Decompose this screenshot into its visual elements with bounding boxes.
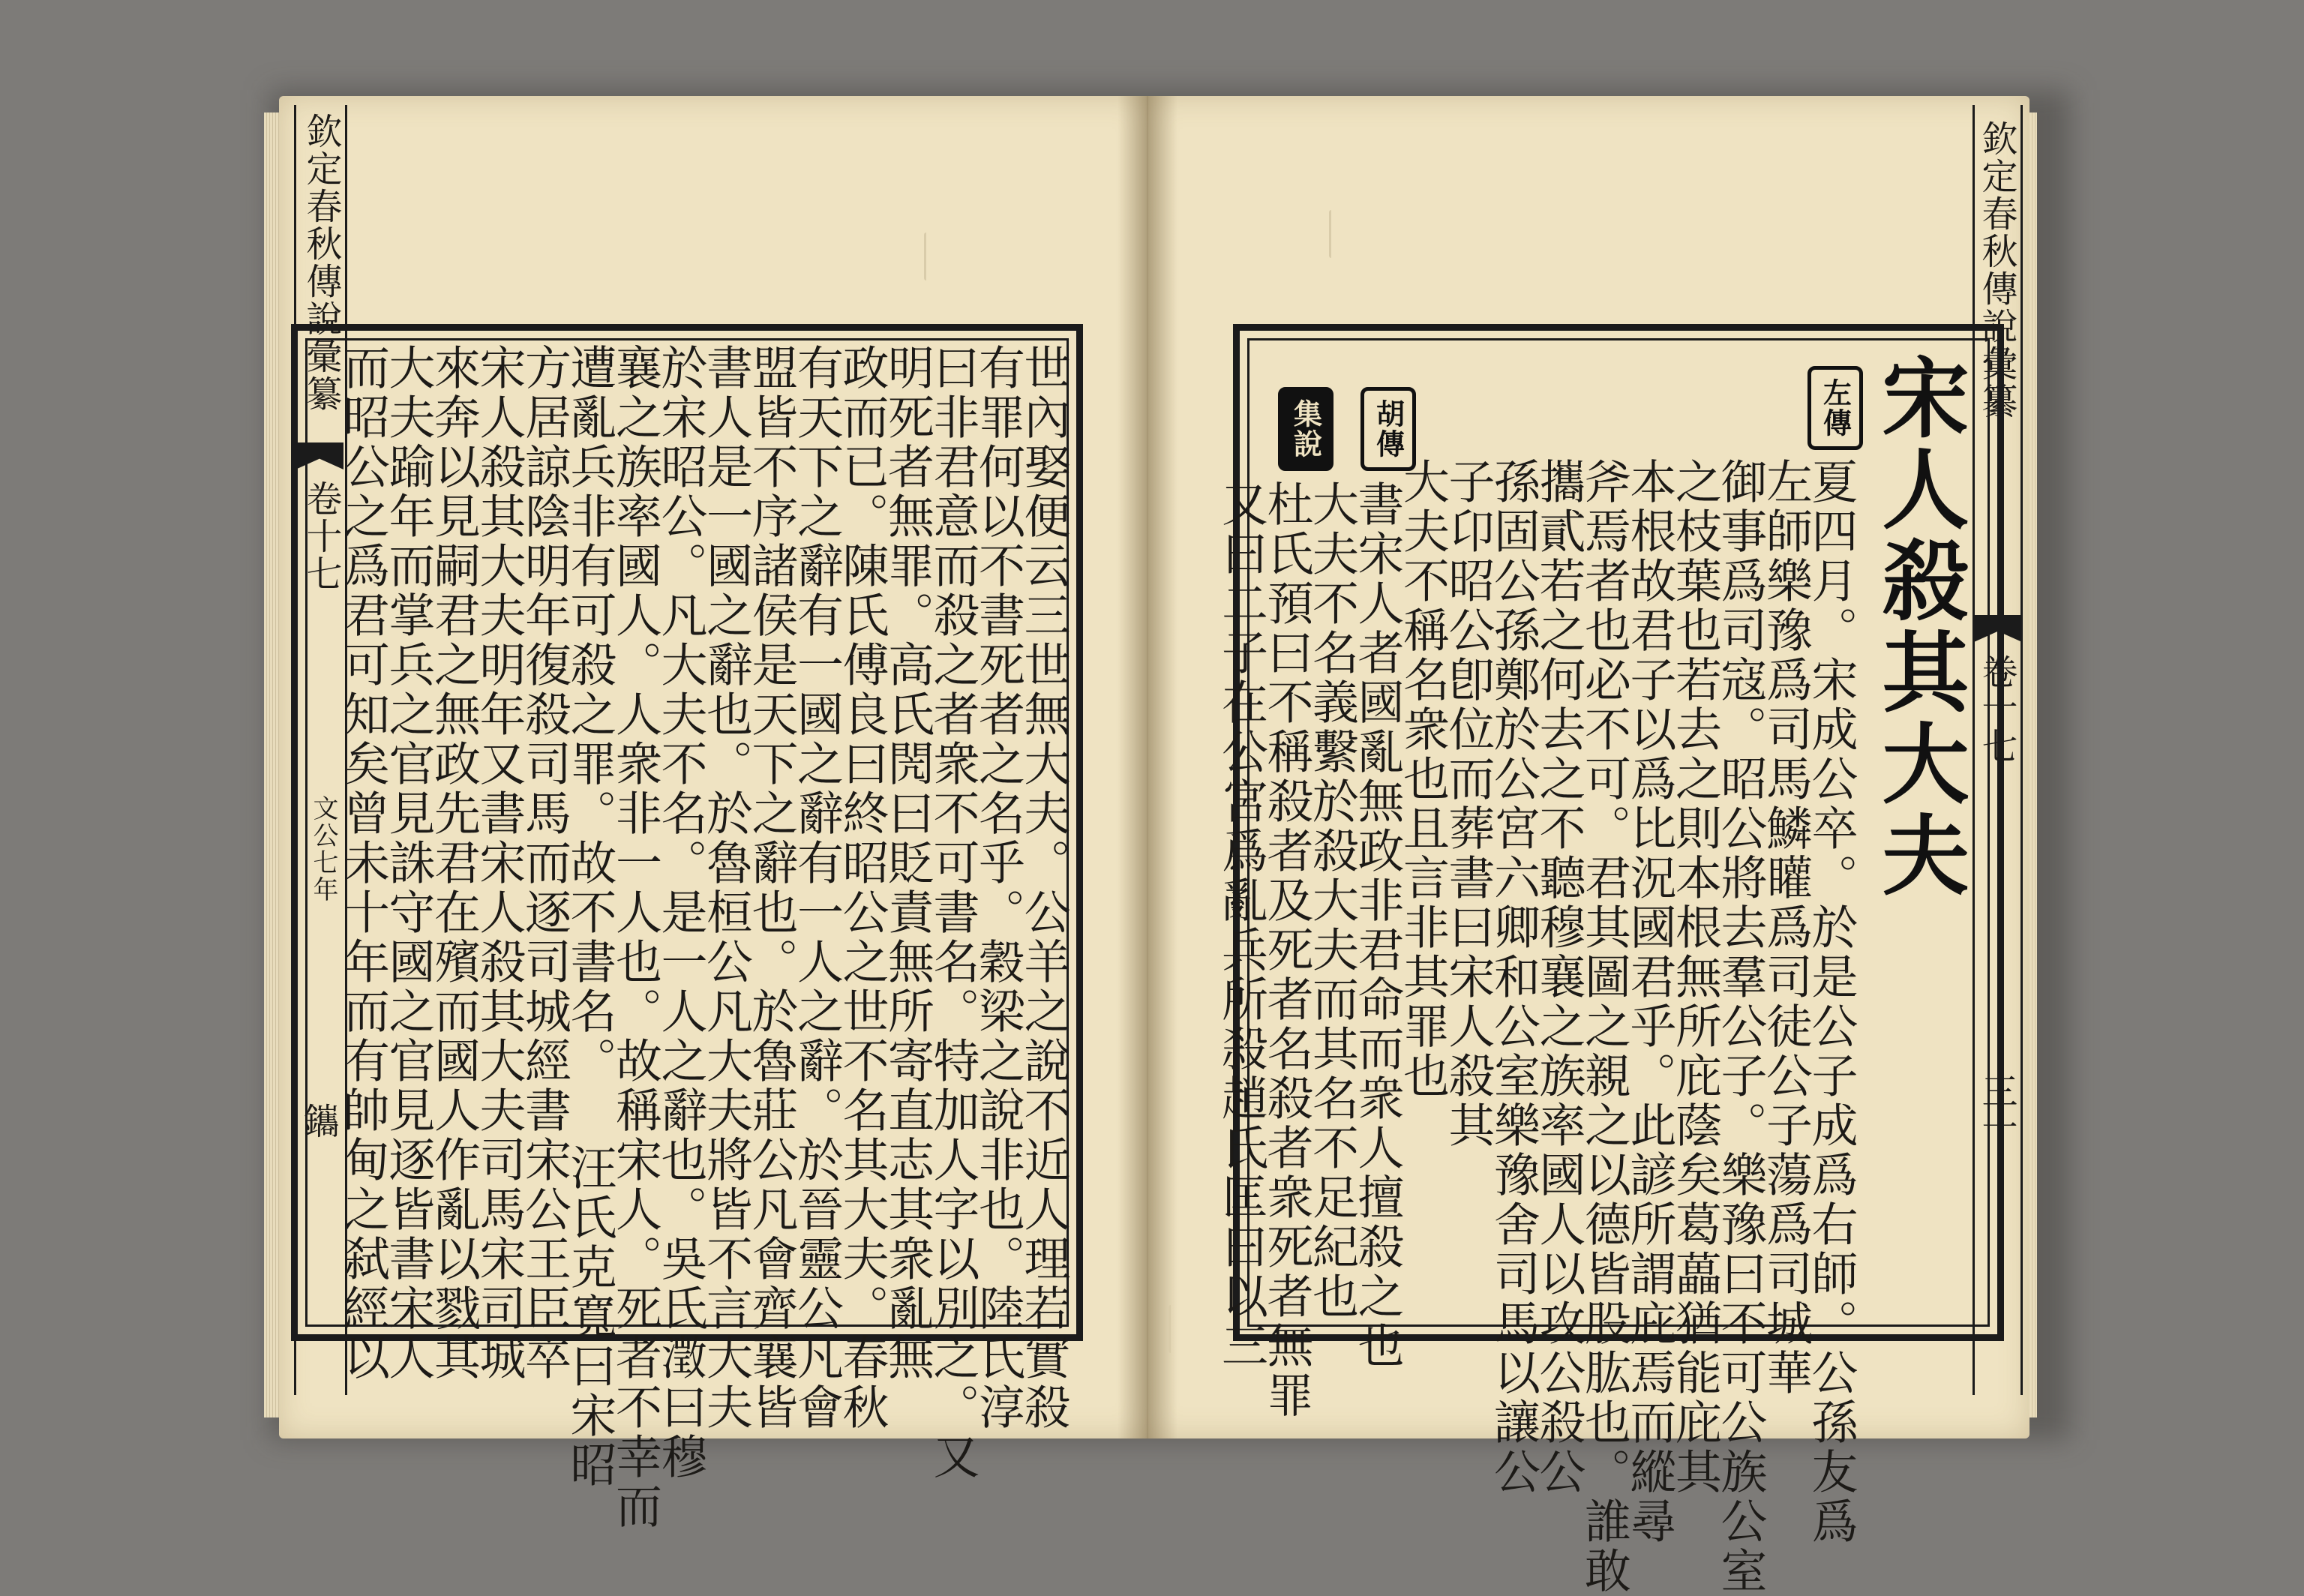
left-text-column: 襄之族率國人。人衆非一人也。故稱宋人。死者不幸而 [608,344,663,1532]
right-text-column: 斧焉者也必不可。君其圖之親之以德皆股肱也。誰敢 [1576,458,1632,1596]
right-text-column: 孫固公孫鄭於公宮六卿和公室樂豫舍司馬以讓公 [1486,458,1541,1497]
right-text-column: 又曰二子在公宮爲亂兵所殺趙氏匡曰以三 [1214,480,1269,1371]
left-text-column: 書人是一國之辭也。於魯桓公凡大夫將皆不言大夫 [698,344,754,1432]
right-text-column: 大夫不名義繫於殺大夫而其名不足紀也 [1304,480,1360,1322]
right-text-column: 本根故君子以爲比況國君乎。此諺所謂庇焉而縱尋 [1622,458,1677,1546]
left-text-column: 宋人殺其大夫明年又書宋人殺其大夫司馬宋司城 [472,344,526,1383]
left-section: 文公七年 [308,795,338,903]
right-text-column: 大夫不稱名衆也且言非其罪也 [1395,458,1450,1101]
right-text-column: 書宋人者國亂無政非君命而衆人擅殺之也 [1350,480,1405,1371]
binding-thread [1168,1305,1175,1353]
left-text-column: 有天下之辭有一國之辭有一人之辭。於晉靈公凡會 [789,344,844,1432]
right-margin-title: 欽定春秋傳說彙纂 [1976,120,2018,420]
left-corner-mark: 鑴 [297,1102,339,1140]
left-text-column: 大夫踰年而掌兵之官見誅守國之官見逐皆書宋人 [381,344,436,1383]
right-page-number: 三十 [1976,1072,2018,1148]
binding-thread [1329,210,1336,258]
left-volume: 卷十七 [300,480,342,592]
left-text-column: 曰非君意而殺之者衆不可書名。特加人字以別之。又 [926,344,980,1482]
right-text-column: 攜貳若之何去之不聽穆襄之族率國人以攻公殺公 [1532,458,1586,1497]
left-text-column: 來奔以見嗣君之無政先君在殯而國人作亂以戮其 [426,344,482,1383]
right-text-column: 夏四月。宋成公卒。於是公子成爲右師。公孫友爲 [1804,458,1858,1546]
left-text-column: 遭亂兵非有可殺之罪。故不書名。 汪氏克寬曰宋昭 [562,344,617,1490]
zuozhuan-label: 左傳 [1808,366,1863,450]
left-text-column: 於宋昭公。凡大夫不名。是一人之辭也。吳氏澂曰穆 [653,344,708,1482]
left-text-column: 而昭公之爲君可知矣曾未十年而有帥甸之弑經以 [335,344,391,1383]
right-text-column: 御事爲司寇。昭公將去羣公子。樂豫曰不可公族公室 [1713,458,1768,1596]
chapter-headline: 宋人殺其大夫 [1868,352,1970,902]
left-text-column: 有罪何以不書死者之名乎。穀梁之說非也。陸氏淳 [970,344,1026,1432]
left-text-column: 政而已。陳氏傅良曰終昭公之世不名其大夫。春秋 [835,344,890,1432]
left-text-column: 世內娶便云三世無大夫。公羊之說不近人理若實殺 [1016,344,1071,1432]
huzhuan-label: 胡傳 [1360,387,1416,471]
left-margin-title: 欽定春秋傳說彙纂 [300,112,342,412]
left-text-column: 盟皆不序諸侯是天下之辭也。於魯莊公凡會齊襄皆 [744,344,799,1432]
margin-rule [2020,105,2023,1395]
left-text-column: 明死者無罪。高氏閌曰貶責無所寄直志其衆亂無 [880,344,935,1383]
right-volume: 卷十七 [1976,652,2018,765]
right-text-column: 之枝葉也若去之則本根無所庇蔭矣葛藟猶能庇其 [1667,458,1723,1497]
left-text-column: 方居諒陰明年復殺司馬而逐司城經書宋公王臣卒 [517,344,572,1383]
book-gutter [1118,96,1178,1438]
right-text-column: 子卬昭公卽位而葬書曰宋人殺其 [1441,458,1496,1150]
right-text-column: 杜氏預曰不稱殺者及死者名殺者衆死者無罪 [1259,480,1314,1420]
jishuo-label: 集說 [1278,387,1334,471]
binding-thread [924,232,931,280]
right-text-column: 左師樂豫爲司馬鱗矔爲司徒公子蕩爲司城華 [1758,458,1814,1398]
